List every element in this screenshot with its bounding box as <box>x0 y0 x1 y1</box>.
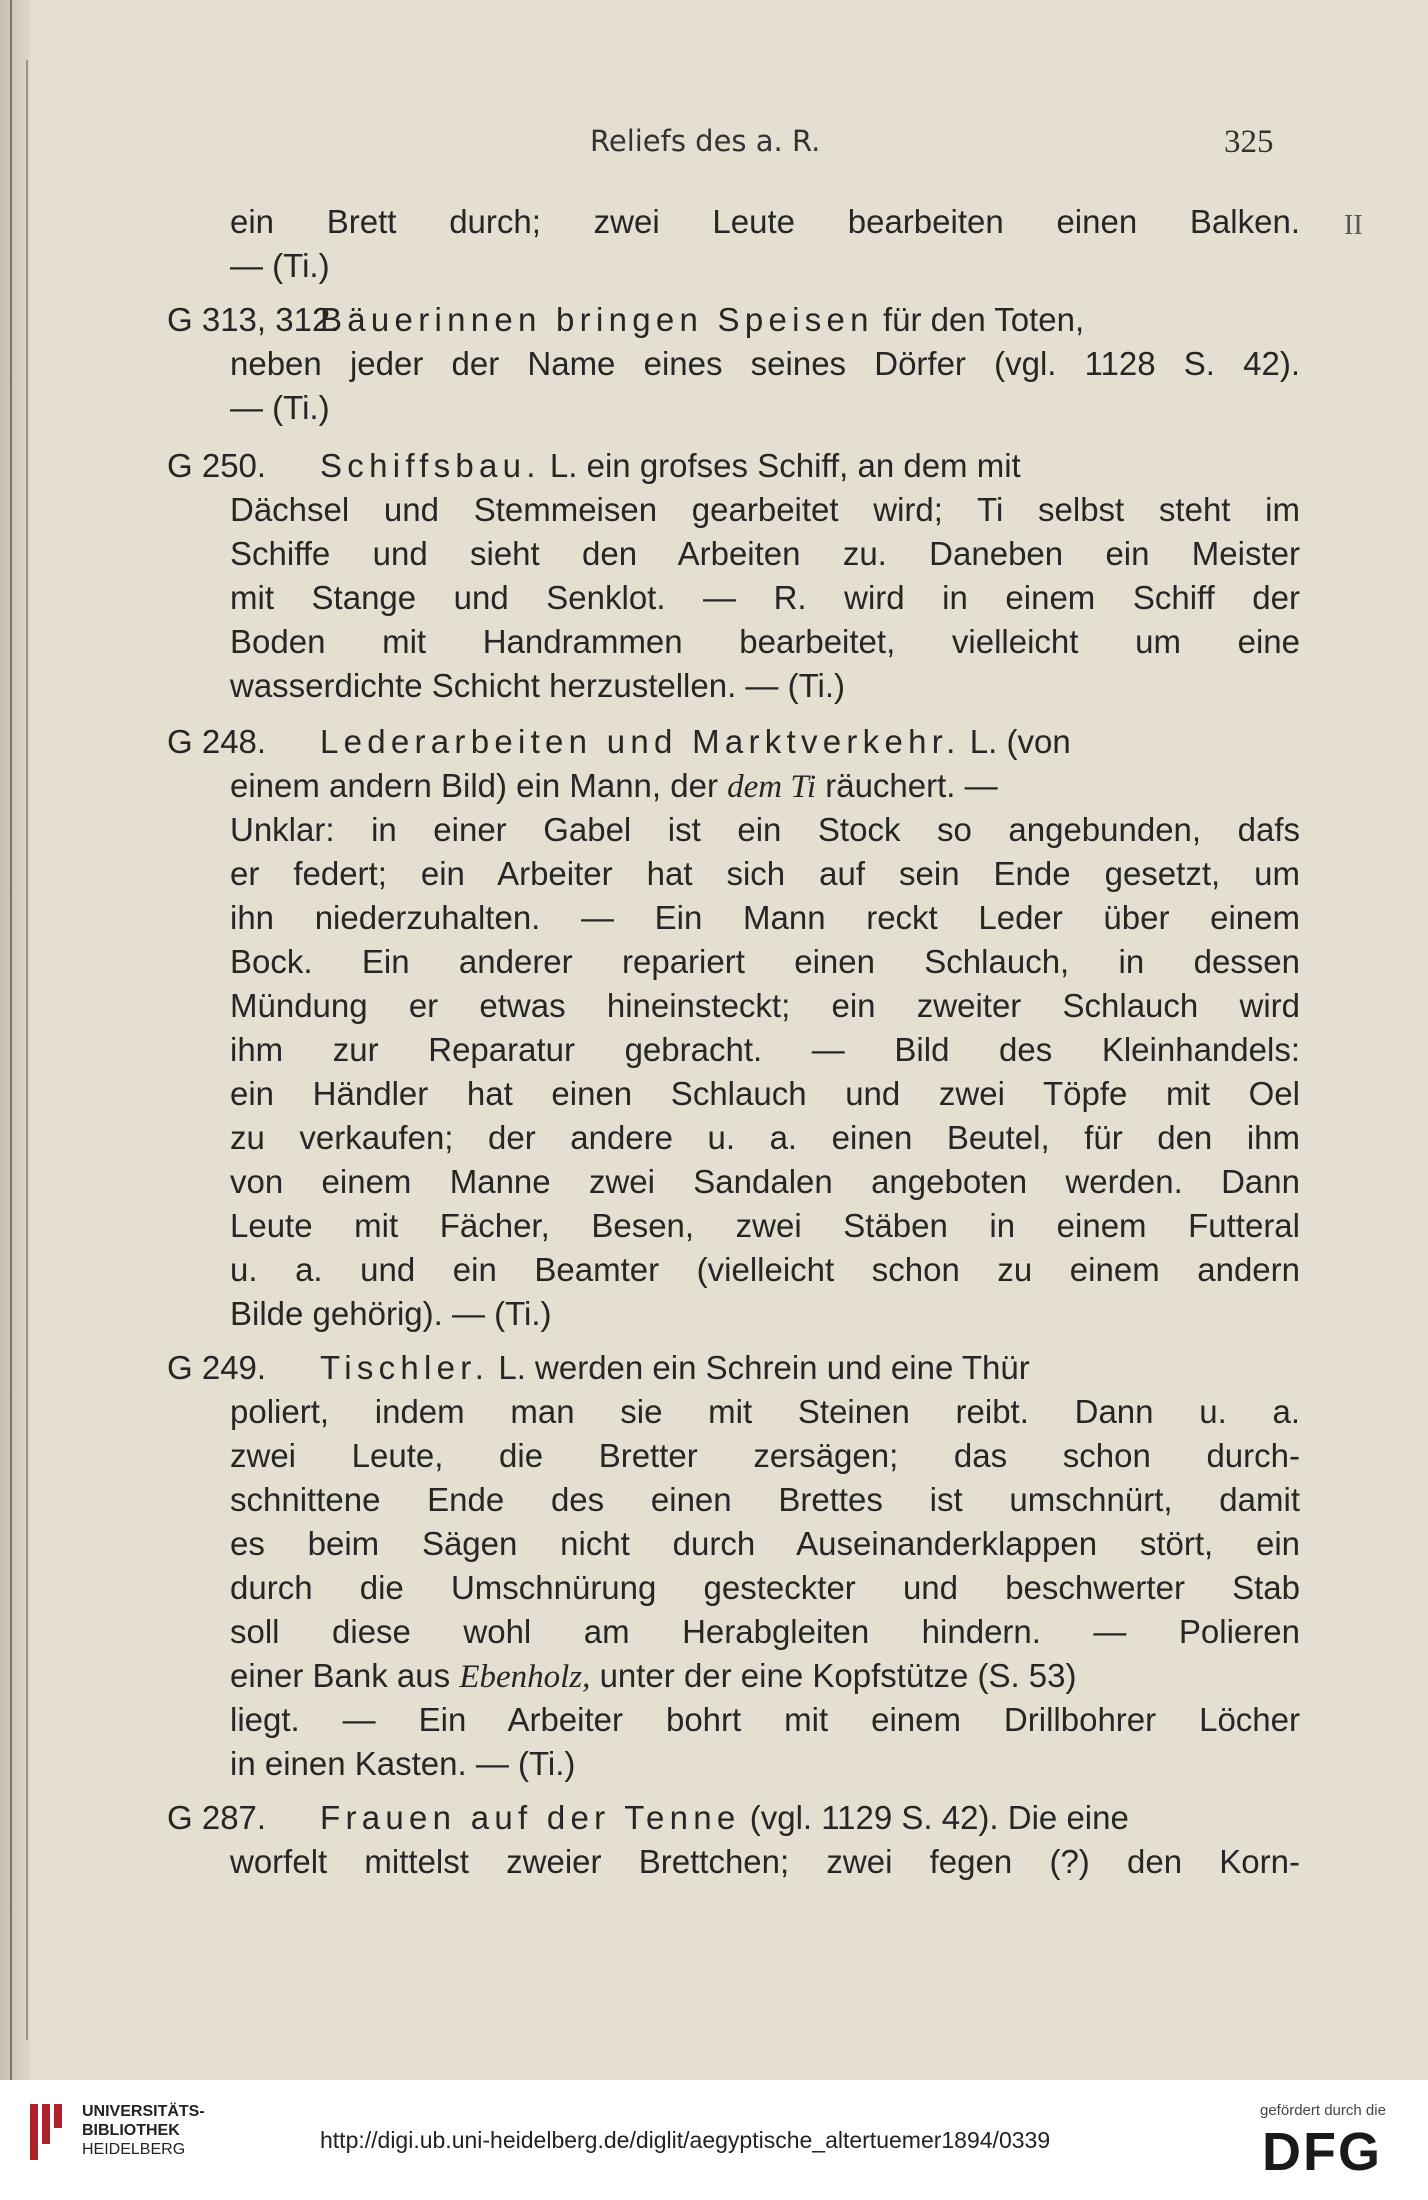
entry-label: G 287. <box>167 1799 267 1836</box>
text-line: ihn niederzuhalten. — Ein Mann reckt Leder über einem <box>230 899 1300 936</box>
text-line: — (Ti.) <box>230 389 330 426</box>
entry-line <box>320 1346 1300 1390</box>
text-line: neben jeder der Name eines seines Dörfer (vgl. 1128 S. 42). <box>230 345 1300 382</box>
permalink-url[interactable]: http://digi.ub.uni-heidelberg.de/diglit/aegyptische_altertuemer1894/0339 <box>320 2127 1051 2153</box>
margin-note: II <box>1344 210 1363 241</box>
text-segment: L. ein grofses Schiff, an dem mit <box>549 447 1021 484</box>
text-line: wasserdichte Schicht herzustellen. — (Ti.) <box>230 667 845 704</box>
gutter-fold-line <box>26 60 28 2040</box>
text-line: Boden mit Handrammen bearbeitet, vielleicht um eine <box>230 623 1300 660</box>
text-line: zu verkaufen; der andere u. a. einen Beutel, für den ihm <box>230 1119 1300 1156</box>
entry-line <box>230 1654 1300 1698</box>
entry-heading: Tischler. <box>320 1349 490 1386</box>
italic-term: Ebenholz, <box>459 1659 591 1695</box>
running-header <box>0 118 1428 168</box>
footer-bar <box>0 2080 1428 2200</box>
text-segment: für den Toten, <box>882 301 1085 338</box>
text-line: zwei Leute, die Bretter zersägen; das schon durch- <box>230 1437 1300 1474</box>
text-line: ihm zur Reparatur gebracht. — Bild des Kleinhandels: <box>230 1031 1300 1068</box>
entry-heading: Bäuerinnen bringen Speisen <box>320 301 874 338</box>
entry-line <box>320 720 1300 764</box>
text-line: worfelt mittelst zweier Brettchen; zwei fegen (?) den Korn- <box>230 1843 1300 1880</box>
text-line: — (Ti.) <box>230 247 330 284</box>
text-line: mit Stange und Senklot. — R. wird in einem Schiff der <box>230 579 1300 616</box>
text-line: Bock. Ein anderer repariert einen Schlauch, in dessen <box>230 943 1300 980</box>
text-line: er federt; ein Arbeiter hat sich auf sein Ende gesetzt, um <box>230 855 1300 892</box>
text-line: poliert, indem man sie mit Steinen reibt. Dann u. a. <box>230 1393 1300 1430</box>
text-line: Leute mit Fächer, Besen, zwei Stäben in einem Futteral <box>230 1207 1300 1244</box>
text-line: soll diese wohl am Herabgleiten hindern. — Polieren <box>230 1613 1300 1650</box>
running-title: Reliefs des a. R. <box>590 124 821 158</box>
text-line: durch die Umschnürung gesteckter und beschwerter Stab <box>230 1569 1300 1606</box>
entry-heading: Frauen auf der Tenne <box>320 1799 741 1836</box>
text-segment: räuchert. — <box>825 767 998 804</box>
entry-label: G 249. <box>167 1349 267 1386</box>
text-line: Unklar: in einer Gabel ist ein Stock so angebunden, dafs <box>230 811 1300 848</box>
text-line: ein Brett durch; zwei Leute bearbeiten einen Balken. <box>230 203 1300 240</box>
text-line: Dächsel und Stemmeisen gearbeitet wird; Ti selbst steht im <box>230 491 1300 528</box>
funding-note: gefördert durch die <box>1260 2102 1386 2119</box>
library-name: UNIVERSITÄTS- BIBLIOTHEK HEIDELBERG <box>82 2103 205 2158</box>
entry-line <box>320 444 1300 488</box>
entry-heading: Lederarbeiten und Marktverkehr. <box>320 723 961 760</box>
text-line: von einem Manne zwei Sandalen angeboten werden. Dann <box>230 1163 1300 1200</box>
text-segment: L. werden ein Schrein und eine Thür <box>498 1349 1030 1386</box>
entry-label: G 248. <box>167 723 267 760</box>
text-line: Schiffe und sieht den Arbeiten zu. Daneben ein Meister <box>230 535 1300 572</box>
university-library-logo-icon <box>28 2100 68 2164</box>
page-number: 325 <box>1224 124 1274 160</box>
text-line: liegt. — Ein Arbeiter bohrt mit einem Drillbohrer Löcher <box>230 1701 1300 1738</box>
text-segment: einem andern Bild) ein Mann, der <box>230 767 718 804</box>
text-segment: unter der eine Kopfstütze (S. 53) <box>599 1657 1077 1694</box>
text-line: schnittene Ende des einen Brettes ist umschnürt, damit <box>230 1481 1300 1518</box>
dfg-logo: DFG <box>1262 2122 1382 2182</box>
text-line: ein Händler hat einen Schlauch und zwei Töpfe mit Oel <box>230 1075 1300 1112</box>
gutter-edge-line <box>10 0 12 2080</box>
entry-label: G 250. <box>167 447 267 484</box>
text-line: u. a. und ein Beamter (vielleicht schon zu einem andern <box>230 1251 1300 1288</box>
text-line: Bilde gehörig). — (Ti.) <box>230 1295 552 1332</box>
entry-heading: Schiffsbau. <box>320 447 541 484</box>
italic-term: dem Ti <box>727 769 817 805</box>
text-line: in einen Kasten. — (Ti.) <box>230 1745 576 1782</box>
text-segment: (vgl. 1129 S. 42). Die eine <box>749 1799 1129 1836</box>
entry-line <box>230 764 1300 808</box>
text-line: es beim Sägen nicht durch Auseinanderklappen stört, ein <box>230 1525 1300 1562</box>
text-segment: L. (von <box>969 723 1071 760</box>
entry-line <box>320 1796 1300 1840</box>
entry-line <box>320 298 1300 342</box>
entry-label: G 313, 312. <box>167 301 340 338</box>
text-segment: einer Bank aus <box>230 1657 451 1694</box>
text-line: Mündung er etwas hineinsteckt; ein zweiter Schlauch wird <box>230 987 1300 1024</box>
